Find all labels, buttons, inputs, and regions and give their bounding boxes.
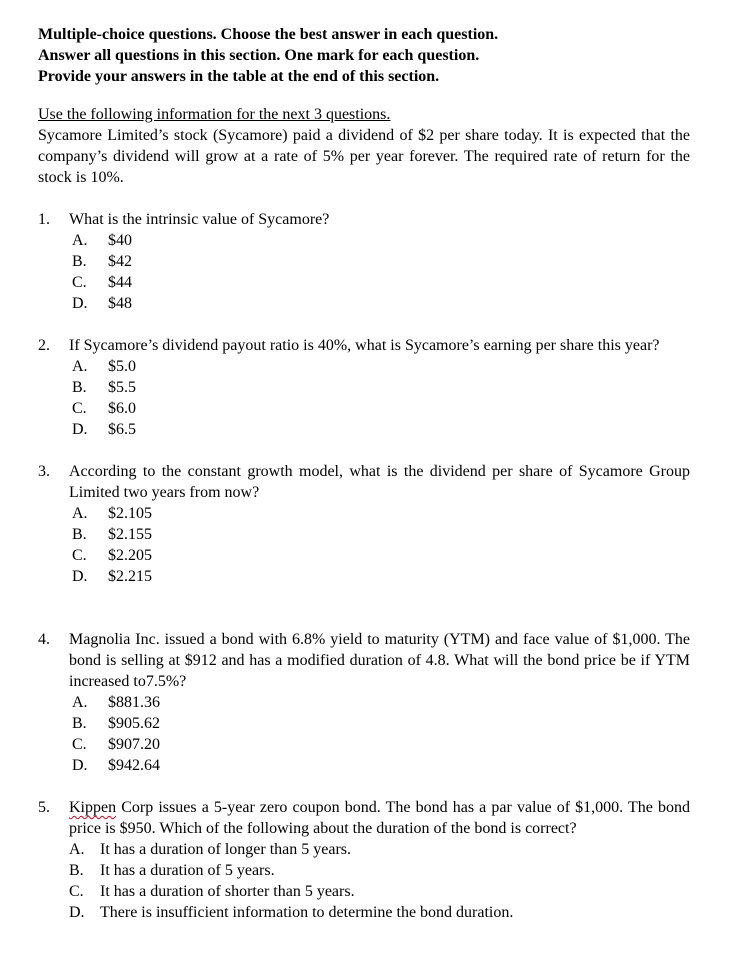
info-text: Sycamore Limited’s stock (Sycamore) paid a dividend of $2 per share today. It is expected that the company’s dividend will grow at a rate of 5% per year forever. The required rate of return for the stock is 10%. xyxy=(38,127,690,186)
option-letter: C. xyxy=(72,547,87,564)
option-text: $44 xyxy=(108,274,132,291)
option-d xyxy=(72,293,693,314)
question-text: If Sycamore’s dividend payout ratio is 40%, what is Sycamore’s earning per share this year? xyxy=(69,337,660,354)
option-list xyxy=(69,692,690,776)
question-text: According to the constant growth model, what is the dividend per share of Sycamore Group Limited two years from now? xyxy=(69,463,690,501)
option-b xyxy=(72,713,693,734)
option-text: $907.20 xyxy=(108,736,160,753)
option-letter: D. xyxy=(72,568,88,585)
option-a xyxy=(72,230,693,251)
option-letter: C. xyxy=(69,883,84,900)
instruction-line: Multiple-choice questions. Choose the best answer in each question. xyxy=(38,26,499,43)
option-text: It has a duration of longer than 5 years. xyxy=(100,841,352,858)
question-number: 1. xyxy=(38,211,50,228)
option-a xyxy=(72,692,693,713)
option-c xyxy=(72,272,693,293)
option-b xyxy=(69,860,690,881)
option-letter: B. xyxy=(72,379,87,396)
question-text: Magnolia Inc. issued a bond with 6.8% yield to maturity (YTM) and face value of $1,000. The bond is selling at $912 and has a modified duration of 4.8. What will the bond price be if YTM increased to7.5%? xyxy=(69,631,690,690)
question-1 xyxy=(38,209,690,314)
option-list xyxy=(69,230,690,314)
option-text: It has a duration of shorter than 5 years. xyxy=(100,883,355,900)
option-text: $2.215 xyxy=(108,568,152,585)
option-letter: A. xyxy=(72,232,88,249)
option-letter: D. xyxy=(72,295,88,312)
option-text: $881.36 xyxy=(108,694,160,711)
option-d xyxy=(72,419,693,440)
option-a xyxy=(69,839,690,860)
question-number: 3. xyxy=(38,463,50,480)
option-d xyxy=(72,755,693,776)
option-text: $905.62 xyxy=(108,715,160,732)
option-list xyxy=(69,356,690,440)
option-text: $42 xyxy=(108,253,132,270)
option-letter: A. xyxy=(72,694,88,711)
question-number: 5. xyxy=(38,799,50,816)
question-number: 4. xyxy=(38,631,50,648)
info-heading: Use the following information for the next 3 questions. xyxy=(38,106,391,123)
option-letter: A. xyxy=(72,505,88,522)
question-number: 2. xyxy=(38,337,50,354)
option-letter: A. xyxy=(72,358,88,375)
question-2 xyxy=(38,335,690,440)
option-text: $6.5 xyxy=(108,421,136,438)
option-text: $48 xyxy=(108,295,132,312)
option-letter: B. xyxy=(72,715,87,732)
question-text: What is the intrinsic value of Sycamore? xyxy=(69,211,330,228)
option-letter: C. xyxy=(72,274,87,291)
option-letter: B. xyxy=(69,862,84,879)
option-text: $2.155 xyxy=(108,526,152,543)
option-c xyxy=(72,734,693,755)
option-c xyxy=(72,398,693,419)
option-letter: C. xyxy=(72,736,87,753)
option-list xyxy=(69,503,690,587)
option-text: $6.0 xyxy=(108,400,136,417)
option-text: $5.0 xyxy=(108,358,136,375)
option-c xyxy=(69,881,690,902)
option-text: $5.5 xyxy=(108,379,136,396)
option-text: $942.64 xyxy=(108,757,160,774)
option-c xyxy=(72,545,693,566)
option-text: There is insufficient information to determine the bond duration. xyxy=(100,904,514,921)
document-page xyxy=(38,24,690,923)
instruction-line: Answer all questions in this section. One mark for each question. xyxy=(38,47,480,64)
option-text: $2.205 xyxy=(108,547,152,564)
question-text-rest: Corp issues a 5-year zero coupon bond. The bond has a par value of $1,000. The bond price is $950. Which of the following about the duration of the bond is correct? xyxy=(69,799,690,837)
option-text: It has a duration of 5 years. xyxy=(100,862,275,879)
option-d xyxy=(69,902,690,923)
option-list xyxy=(69,839,690,923)
option-text: $40 xyxy=(108,232,132,249)
option-letter: D. xyxy=(72,421,88,438)
question-4 xyxy=(38,629,690,776)
instruction-line: Provide your answers in the table at the end of this section. xyxy=(38,68,440,85)
option-letter: B. xyxy=(72,526,87,543)
option-b xyxy=(72,377,693,398)
option-letter: B. xyxy=(72,253,87,270)
option-letter: A. xyxy=(69,841,85,858)
option-text: $2.105 xyxy=(108,505,152,522)
option-letter: D. xyxy=(69,904,85,921)
option-d xyxy=(72,566,693,587)
instructions xyxy=(38,24,690,87)
question-5 xyxy=(38,797,690,923)
info-block xyxy=(38,104,690,188)
question-3 xyxy=(38,461,690,587)
option-a xyxy=(72,356,693,377)
option-letter: C. xyxy=(72,400,87,417)
option-b xyxy=(72,524,693,545)
spellcheck-word: Kippen xyxy=(69,799,117,816)
option-b xyxy=(72,251,693,272)
question-text xyxy=(69,797,690,839)
option-letter: D. xyxy=(72,757,88,774)
option-a xyxy=(72,503,693,524)
